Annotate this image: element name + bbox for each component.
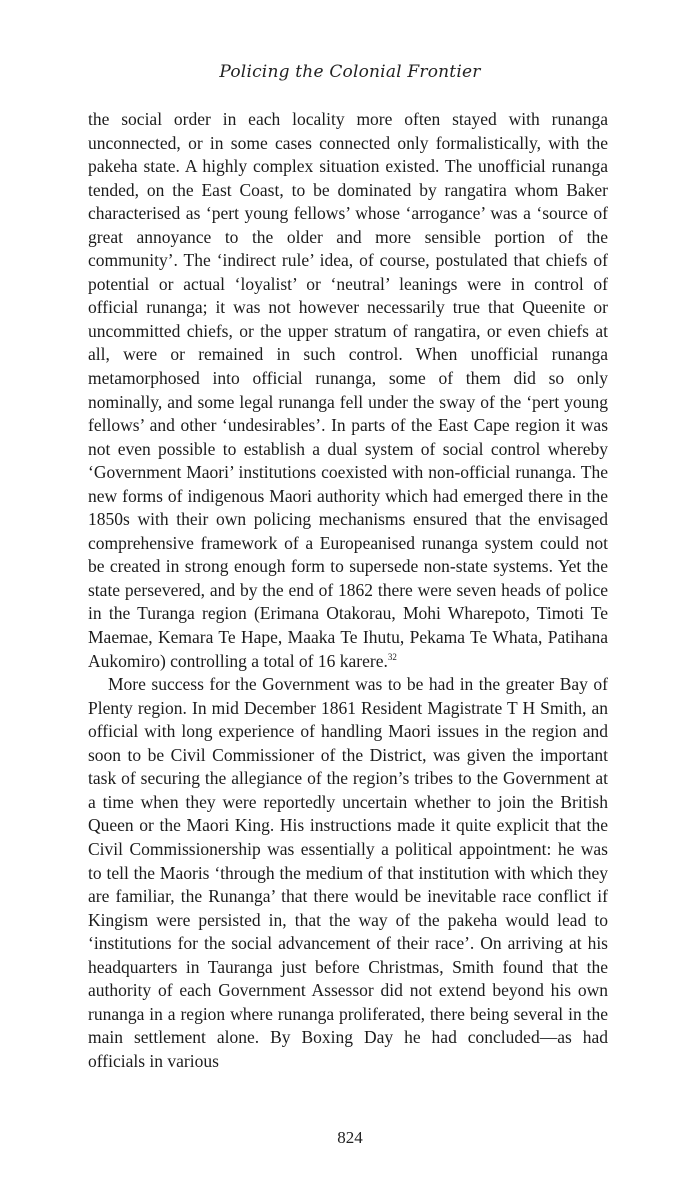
footnote-ref-32[interactable]: 32 <box>387 651 397 662</box>
running-head: Policing the Colonial Frontier <box>219 62 481 82</box>
paragraph-2 <box>88 673 608 1073</box>
paragraph-1 <box>88 108 608 673</box>
page-number: 824 <box>337 1128 363 1147</box>
body-text <box>88 108 608 1073</box>
paragraph-1-text: the social order in each locality more often stayed with runanga unconnected, or in some cases connected only formalistically, with the pakeha state. A highly complex situation existed. The unofficial runanga tended, on the East Coast, to be dominated by rangatira whom Baker characterised as ‘pert young fellows’ whose ‘arrogance’ was a ‘source of great annoyance to the older and more sensible portion of the community’. The ‘indirect rule’ idea, of course, postulated that chiefs of potential or actual ‘loyalist’ or ‘neutral’ leanings were in control of official runanga; it was not however necessarily true that Queenite or uncommitted chiefs, or the upper stratum of rangatira, or even chiefs at all, were or remained in such control. When unofficial runanga metamorphosed into official runanga, some of them did so only nominally, and some legal runanga fell under the sway of the ‘pert young fellows’ and other ‘undesirables’. In parts of the East Cape region it was not even possible to establish a dual system of social control whereby ‘Government Maori’ institutions coexisted with non-official runanga. The new forms of indigenous Maori authority which had emerged there in the 1850s with their own policing mechanisms ensured that the envisaged comprehensive framework of a Europeanised runanga system could not be created in strong enough form to supersede non-state systems. Yet the state persevered, and by the end of 1862 there were seven heads of police in the Turanga region (Erimana Otakorau, Mohi Wharepoto, Timoti Te Maemae, Kemara Te Hape, Maaka Te Ihutu, Pekama Te Whata, Patihana Aukomiro) controlling a total of 16 karere. <box>88 109 608 671</box>
paragraph-2-text: More success for the Government was to be had in the greater Bay of Plenty region. In mid December 1861 Resident Magistrate T H Smith, an official with long experience of handling Maori issues in the region and soon to be Civil Commissioner of the District, was given the important task of securing the allegiance of the region’s tribes to the Government at a time when they were reportedly uncertain whether to join the British Queen or the Maori King. His instructions made it quite explicit that the Civil Commissionership was essentially a political appointment: he was to tell the Maoris ‘through the medium of that institution with which they are familiar, the Runanga’ that there would be inevitable race conflict if Kingism were persisted in, that the way of the pakeha would lead to ‘institutions for the social advancement of their race’. On arriving at his headquarters in Tauranga just before Christmas, Smith found that the authority of each Government Assessor did not extend beyond his own runanga in a region where runanga proliferated, there being several in the main settlement alone. By Boxing Day he had concluded—as had officials in various <box>88 674 608 1071</box>
